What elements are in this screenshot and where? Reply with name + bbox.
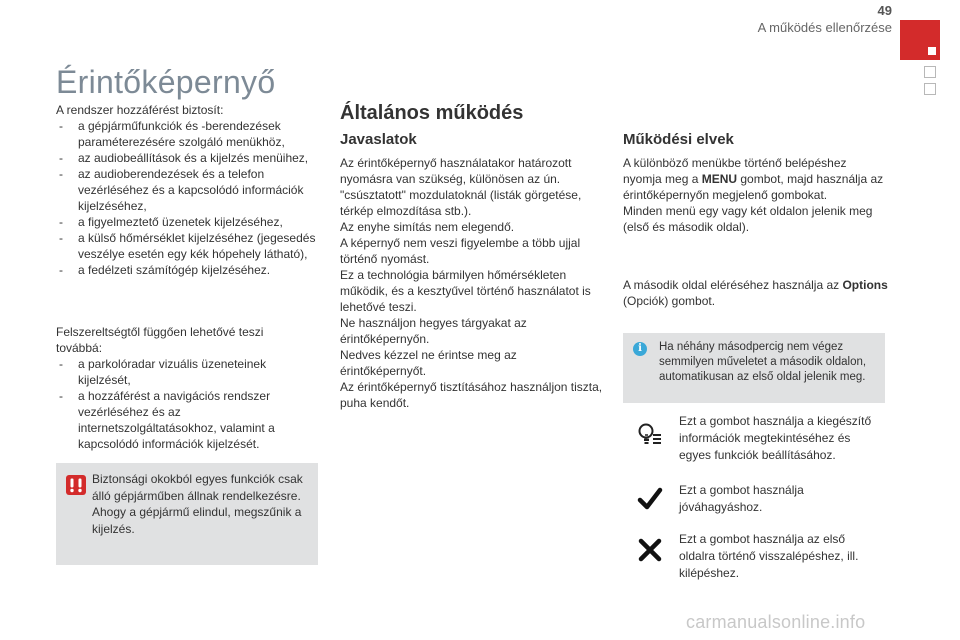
principles-paragraph <box>623 155 888 203</box>
recommendation-paragraph: Ne használjon hegyes tárgyakat az érintőképernyőn. <box>340 316 527 346</box>
list-item: - az audioberendezések és a telefon vezérléséhez és a kapcsolódó információk kijelzéséhez, <box>56 166 320 214</box>
options-key-label: Options <box>842 278 888 292</box>
section-name: A működés ellenőrzése <box>757 20 892 35</box>
check-icon <box>637 486 663 512</box>
nav-square-icon <box>924 66 936 78</box>
page-title: Érintőképernyő <box>56 64 276 100</box>
recommendation-paragraph: Ez a technológia bármilyen hőmérsékleten működik, és a kesztyűvel történő használatot is lehetővé teszi. <box>340 268 591 314</box>
warning-icon <box>66 475 86 495</box>
text-span: gombot, majd használja az érintőképernyőn megjelenő gombokat. <box>623 172 884 202</box>
text-span: (Opciók) gombot. <box>623 294 716 308</box>
principles-heading: Működési elvek <box>623 131 734 148</box>
watermark: carmanualsonline.info <box>686 612 866 632</box>
cross-icon <box>637 537 663 563</box>
button-description: Ezt a gombot használja a kiegészítő információk megtekintéséhez és egyes funkciók beállításához. <box>679 414 872 462</box>
recommendation-paragraph: Az érintőképernyő tisztításához használjon tiszta, puha kendőt. <box>340 380 603 410</box>
recommendation-paragraph: Az enyhe simítás nem elegendő. <box>340 220 515 234</box>
info-list-icon <box>636 422 662 448</box>
warning-box <box>56 463 318 565</box>
list-item: - a külső hőmérséklet kijelzéséhez (jegesedés veszélye esetén egy kék hópehely látható), <box>56 230 320 262</box>
intro-text: A rendszer hozzáférést biztosít: <box>56 103 224 117</box>
info-box <box>623 333 885 403</box>
page-number: 49 <box>877 3 892 18</box>
recommendation-paragraph: Nedves kézzel ne érintse meg az érintőképernyőt. <box>340 348 517 378</box>
list-item: - a fedélzeti számítógép kijelzéséhez. <box>56 262 320 278</box>
text-span: A különböző menükbe történő belépéshez nyomja meg a <box>623 156 847 186</box>
intro2-text: Felszereltségtől függően lehetővé teszi továbbá: <box>56 325 264 355</box>
nav-square-icon <box>924 83 936 95</box>
button-description: Ezt a gombot használja jóváhagyáshoz. <box>679 483 804 514</box>
warning-text: Biztonsági okokból egyes funkciók csak álló gépjárműben állnak rendelkezésre. Ahogy a gépjármű elindul, megszűnik a kijelzés. <box>92 472 303 536</box>
left-column <box>56 102 320 278</box>
chapter-tab-square-icon <box>928 47 936 55</box>
recommendation-paragraph: Az érintőképernyő használatakor határozott nyomásra van szükség, különösen az ún. "csúsztatott" mozdulatoknál (listák görgetése, térkép elmozdítása stb.). <box>340 156 582 218</box>
list-item: - a gépjárműfunkciók és -berendezések paraméterezésére szolgáló menükhöz, <box>56 118 320 150</box>
chapter-tab <box>900 20 940 60</box>
principles-text <box>623 155 888 235</box>
principles-paragraph: Minden menü egy vagy két oldalon jelenik meg (első és második oldal). <box>623 204 873 234</box>
button-description: Ezt a gombot használja az első oldalra történő visszalépéshez, ill. kilépéshez. <box>679 532 859 580</box>
section-heading: Általános működés <box>340 102 524 124</box>
options-text <box>623 277 888 309</box>
access-list <box>56 118 320 278</box>
text-span: A második oldal eléréséhez használja az <box>623 278 843 292</box>
menu-key-label: MENU <box>701 172 738 186</box>
principles-paragraph <box>623 277 888 309</box>
recommendation-paragraph: A képernyő nem veszi figyelembe a több ujjal történő nyomást. <box>340 236 581 266</box>
info-text: Ha néhány másodpercig nem végez semmilyen műveletet a második oldalon, automatikusan az első oldal jelenik meg. <box>659 341 867 383</box>
list-item: - a hozzáférést a navigációs rendszer vezérléséhez és az internetszolgáltatásokhoz, valamint a kapcsolódó információk kijelzését. <box>56 388 300 452</box>
list-item: - az audiobeállítások és a kijelzés menüihez, <box>56 150 320 166</box>
recommendations-heading: Javaslatok <box>340 131 417 148</box>
options-list <box>56 356 300 452</box>
left-column-options <box>56 324 300 452</box>
recommendations-text <box>340 155 605 411</box>
list-item: - a parkolóradar vizuális üzeneteinek kijelzését, <box>56 356 300 388</box>
list-item: - a figyelmeztető üzenetek kijelzéséhez, <box>56 214 320 230</box>
info-icon: i <box>633 342 647 356</box>
